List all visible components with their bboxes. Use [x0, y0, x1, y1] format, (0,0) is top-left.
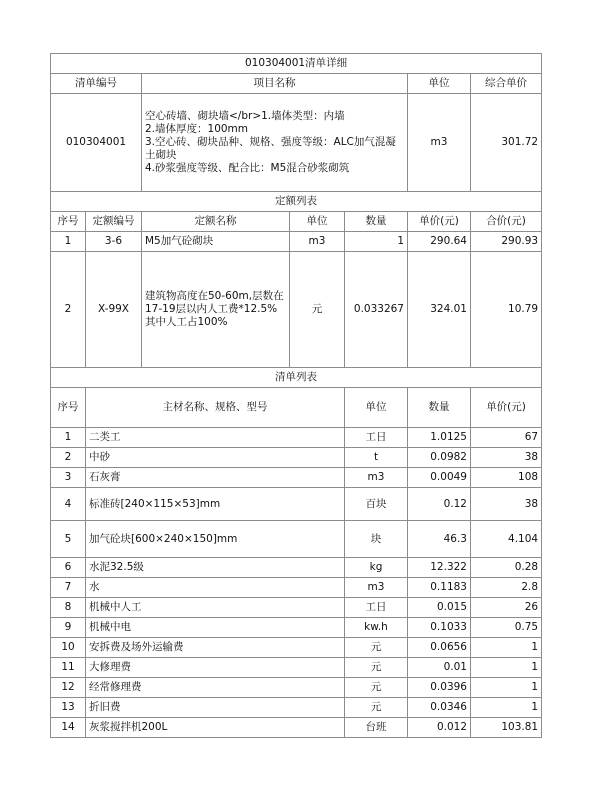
material-name: 二类工	[86, 428, 345, 448]
material-row	[51, 718, 542, 738]
material-unit: 块	[345, 521, 408, 558]
page-title: 010304001清单详细	[51, 54, 542, 74]
material-row	[51, 658, 542, 678]
quota-section-title: 定额列表	[51, 192, 542, 212]
material-no: 4	[51, 488, 86, 521]
material-name: 安拆费及场外运输费	[86, 638, 345, 658]
material-no: 6	[51, 558, 86, 578]
quota-header-qty: 数量	[345, 212, 408, 232]
material-qty: 1.0125	[408, 428, 471, 448]
material-unit: 元	[345, 638, 408, 658]
material-no: 13	[51, 698, 86, 718]
desc-line: 2.墙体厚度：100mm	[145, 123, 249, 135]
material-price: 103.81	[471, 718, 542, 738]
material-unit: 工日	[345, 428, 408, 448]
material-qty: 0.12	[408, 488, 471, 521]
item-code: 010304001	[51, 94, 142, 192]
materials-body	[51, 428, 542, 738]
desc-line: 4.砂浆强度等级、配合比：M5混合砂浆砌筑	[145, 162, 350, 174]
material-no: 7	[51, 578, 86, 598]
quota-row	[51, 232, 542, 252]
material-unit: 元	[345, 658, 408, 678]
quota-unit: m3	[290, 232, 345, 252]
material-row	[51, 488, 542, 521]
item-price: 301.72	[471, 94, 542, 192]
material-no: 2	[51, 448, 86, 468]
material-qty: 12.322	[408, 558, 471, 578]
col-header-unit: 单位	[408, 74, 471, 94]
quota-qty: 1	[345, 232, 408, 252]
item-header-row	[51, 74, 542, 94]
material-name: 折旧费	[86, 698, 345, 718]
material-no: 11	[51, 658, 86, 678]
quota-header-total: 合价(元)	[471, 212, 542, 232]
material-unit: m3	[345, 578, 408, 598]
material-row	[51, 468, 542, 488]
material-price: 4.104	[471, 521, 542, 558]
quota-code: 3-6	[86, 232, 142, 252]
material-name: 石灰膏	[86, 468, 345, 488]
material-price: 1	[471, 638, 542, 658]
material-no: 14	[51, 718, 86, 738]
material-row	[51, 638, 542, 658]
material-qty: 0.01	[408, 658, 471, 678]
desc-line: 3.空心砖、砌块品种、规格、强度等级：ALC加气混凝土砌块	[145, 136, 396, 161]
material-unit: 百块	[345, 488, 408, 521]
material-unit: kw.h	[345, 618, 408, 638]
material-name: 中砂	[86, 448, 345, 468]
material-row	[51, 578, 542, 598]
quota-header-unit: 单位	[290, 212, 345, 232]
material-price: 108	[471, 468, 542, 488]
material-unit: 元	[345, 698, 408, 718]
material-price: 2.8	[471, 578, 542, 598]
quota-total: 290.93	[471, 232, 542, 252]
material-price: 38	[471, 488, 542, 521]
quota-qty: 0.033267	[345, 252, 408, 368]
material-name: 灰浆搅拌机200L	[86, 718, 345, 738]
materials-section-row	[51, 368, 542, 388]
material-price: 1	[471, 658, 542, 678]
material-no: 3	[51, 468, 86, 488]
item-row	[51, 94, 542, 192]
quota-no: 1	[51, 232, 86, 252]
item-unit: m3	[408, 94, 471, 192]
desc-line: 空心砖墙、砌块墙</br>1.墙体类型：内墙	[145, 110, 345, 122]
material-qty: 0.1183	[408, 578, 471, 598]
material-price: 0.75	[471, 618, 542, 638]
materials-section-title: 清单列表	[51, 368, 542, 388]
material-row	[51, 448, 542, 468]
material-price: 1	[471, 698, 542, 718]
material-no: 1	[51, 428, 86, 448]
material-no: 9	[51, 618, 86, 638]
material-price: 38	[471, 448, 542, 468]
material-qty: 0.012	[408, 718, 471, 738]
materials-header-no: 序号	[51, 388, 86, 428]
material-name: 加气砼块[600×240×150]mm	[86, 521, 345, 558]
col-header-name: 项目名称	[142, 74, 408, 94]
material-price: 0.28	[471, 558, 542, 578]
quota-header-row	[51, 212, 542, 232]
material-row	[51, 521, 542, 558]
material-qty: 46.3	[408, 521, 471, 558]
quota-price: 290.64	[408, 232, 471, 252]
materials-header-name: 主材名称、规格、型号	[86, 388, 345, 428]
material-row	[51, 618, 542, 638]
material-name: 经常修理费	[86, 678, 345, 698]
material-name: 机械中电	[86, 618, 345, 638]
quota-header-code: 定额编号	[86, 212, 142, 232]
material-qty: 0.1033	[408, 618, 471, 638]
material-row	[51, 678, 542, 698]
quota-unit: 元	[290, 252, 345, 368]
quota-name: 建筑物高度在50-60m,层数在17-19层以内人工费*12.5%其中人工占100%	[142, 252, 290, 368]
material-name: 大修理费	[86, 658, 345, 678]
quota-code: X-99X	[86, 252, 142, 368]
materials-header-row	[51, 388, 542, 428]
material-unit: m3	[345, 468, 408, 488]
item-description	[142, 94, 408, 192]
quota-no: 2	[51, 252, 86, 368]
col-header-code: 清单编号	[51, 74, 142, 94]
quota-name: M5加气砼砌块	[142, 232, 290, 252]
col-header-price: 综合单价	[471, 74, 542, 94]
material-row	[51, 698, 542, 718]
material-row	[51, 428, 542, 448]
quota-section-row	[51, 192, 542, 212]
material-qty: 0.0396	[408, 678, 471, 698]
material-no: 8	[51, 598, 86, 618]
material-price: 67	[471, 428, 542, 448]
material-qty: 0.0346	[408, 698, 471, 718]
material-row	[51, 598, 542, 618]
material-price: 26	[471, 598, 542, 618]
material-name: 水泥32.5级	[86, 558, 345, 578]
material-qty: 0.0656	[408, 638, 471, 658]
material-row	[51, 558, 542, 578]
material-qty: 0.0982	[408, 448, 471, 468]
bill-detail-table	[50, 53, 542, 738]
material-qty: 0.0049	[408, 468, 471, 488]
material-qty: 0.015	[408, 598, 471, 618]
material-unit: 工日	[345, 598, 408, 618]
quota-total: 10.79	[471, 252, 542, 368]
materials-header-price: 单价(元)	[471, 388, 542, 428]
materials-header-unit: 单位	[345, 388, 408, 428]
quota-header-price: 单价(元)	[408, 212, 471, 232]
material-no: 5	[51, 521, 86, 558]
title-row	[51, 54, 542, 74]
material-name: 机械中人工	[86, 598, 345, 618]
material-no: 10	[51, 638, 86, 658]
material-unit: t	[345, 448, 408, 468]
material-no: 12	[51, 678, 86, 698]
quota-row	[51, 252, 542, 368]
quota-price: 324.01	[408, 252, 471, 368]
materials-header-qty: 数量	[408, 388, 471, 428]
quota-header-no: 序号	[51, 212, 86, 232]
material-price: 1	[471, 678, 542, 698]
material-name: 标准砖[240×115×53]mm	[86, 488, 345, 521]
material-name: 水	[86, 578, 345, 598]
material-unit: 元	[345, 678, 408, 698]
material-unit: kg	[345, 558, 408, 578]
material-unit: 台班	[345, 718, 408, 738]
quota-header-name: 定额名称	[142, 212, 290, 232]
